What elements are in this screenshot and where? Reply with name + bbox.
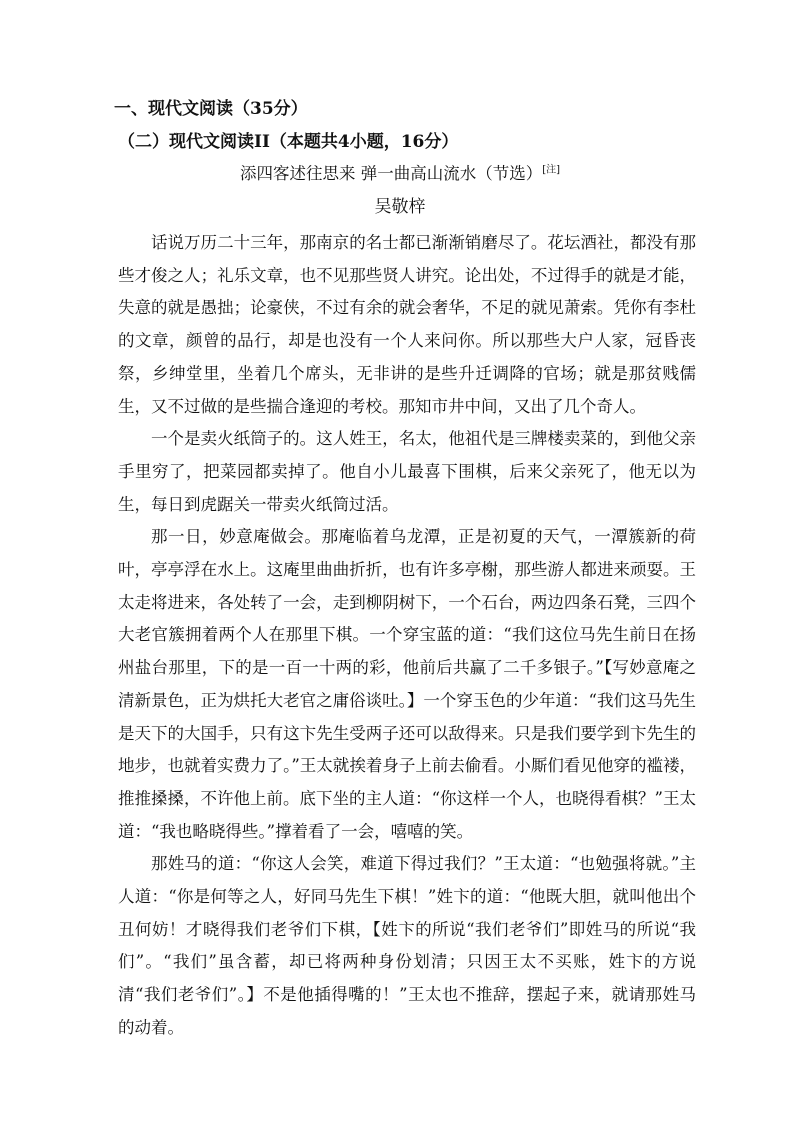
article-title [0,163,800,185]
article-body [118,227,696,1045]
section-heading: 一、现代文阅读（35分） [114,99,308,119]
article-author: 吴敬梓 [374,197,426,217]
article-title-text: 添四客述往思来 弹一曲高山流水（节选） [239,164,543,183]
footnote-marker: [注] [542,164,561,176]
paragraph: 那姓马的道：“你这人会笑，难道下得过我们？”王太道：“也勉强将就。”主人道：“你是何等之人，好同马先生下棋！”姓卞的道：“他既大胆，就叫他出个丑何妨！才晓得我们老爷们下棋，【姓卞的所说“我们老爷们”即姓马的所说“我们”。“我们”虽含蓄，却已将两种身份划清；只因王太不买账，姓卞的方说清“我们老爷们”。】不是他插得嘴的！”王太也不推辞，摆起子来，就请那姓马的动着。 [118,854,696,1037]
paragraph: 那一日，妙意庵做会。那庵临着乌龙潭，正是初夏的天气，一潭簇新的荷叶，亭亭浮在水上。这庵里曲曲折折，也有许多亭榭，那些游人都进来顽耍。王太走将进来，各处转了一会，走到柳阴树下，一个石台，两边四条石凳，三四个大老官簇拥着两个人在那里下棋。一个穿宝蓝的道：“我们这位马先生前日在扬州盐台那里，下的是一百一十两的彩，他前后共赢了二千多银子。”【写妙意庵之清新景色，正为烘托大老官之庸俗谈吐。】一个穿玉色的少年道：“我们这马先生是天下的大国手，只有这卞先生受两子还可以敌得来。只是我们要学到卞先生的地步，也就着实费力了。”王太就挨着身子上前去偷看。小厮们看见他穿的褴褛，推推搡搡，不许他上前。底下坐的主人道：“你这样一个人，也晓得看棋？”王太道：“我也略晓得些。”撑着看了一会，嘻嘻的笑。 [118,527,696,841]
sub-heading: （二）现代文阅读II（本题共4小题，16分） [118,132,459,152]
paragraph: 一个是卖火纸筒子的。这人姓王，名太，他祖代是三牌楼卖菜的，到他父亲手里穷了，把菜园都卖掉了。他自小儿最喜下围棋，后来父亲死了，他无以为生，每日到虎踞关一带卖火纸筒过活。 [118,429,696,514]
paragraph: 话说万历二十三年，那南京的名士都已渐渐销磨尽了。花坛酒社，都没有那些才俊之人；礼乐文章，也不见那些贤人讲究。论出处，不过得手的就是才能，失意的就是愚拙；论豪侠，不过有余的就会奢华，不足的就见萧索。凭你有李杜的文章，颜曾的品行，却是也没有一个人来问你。所以那些大户人家，冠昏丧祭，乡绅堂里，坐着几个席头，无非讲的是些升迁调降的官场；就是那贫贱儒生，又不过做的是些揣合逢迎的考校。那知市井中间，又出了几个奇人。 [118,233,696,416]
